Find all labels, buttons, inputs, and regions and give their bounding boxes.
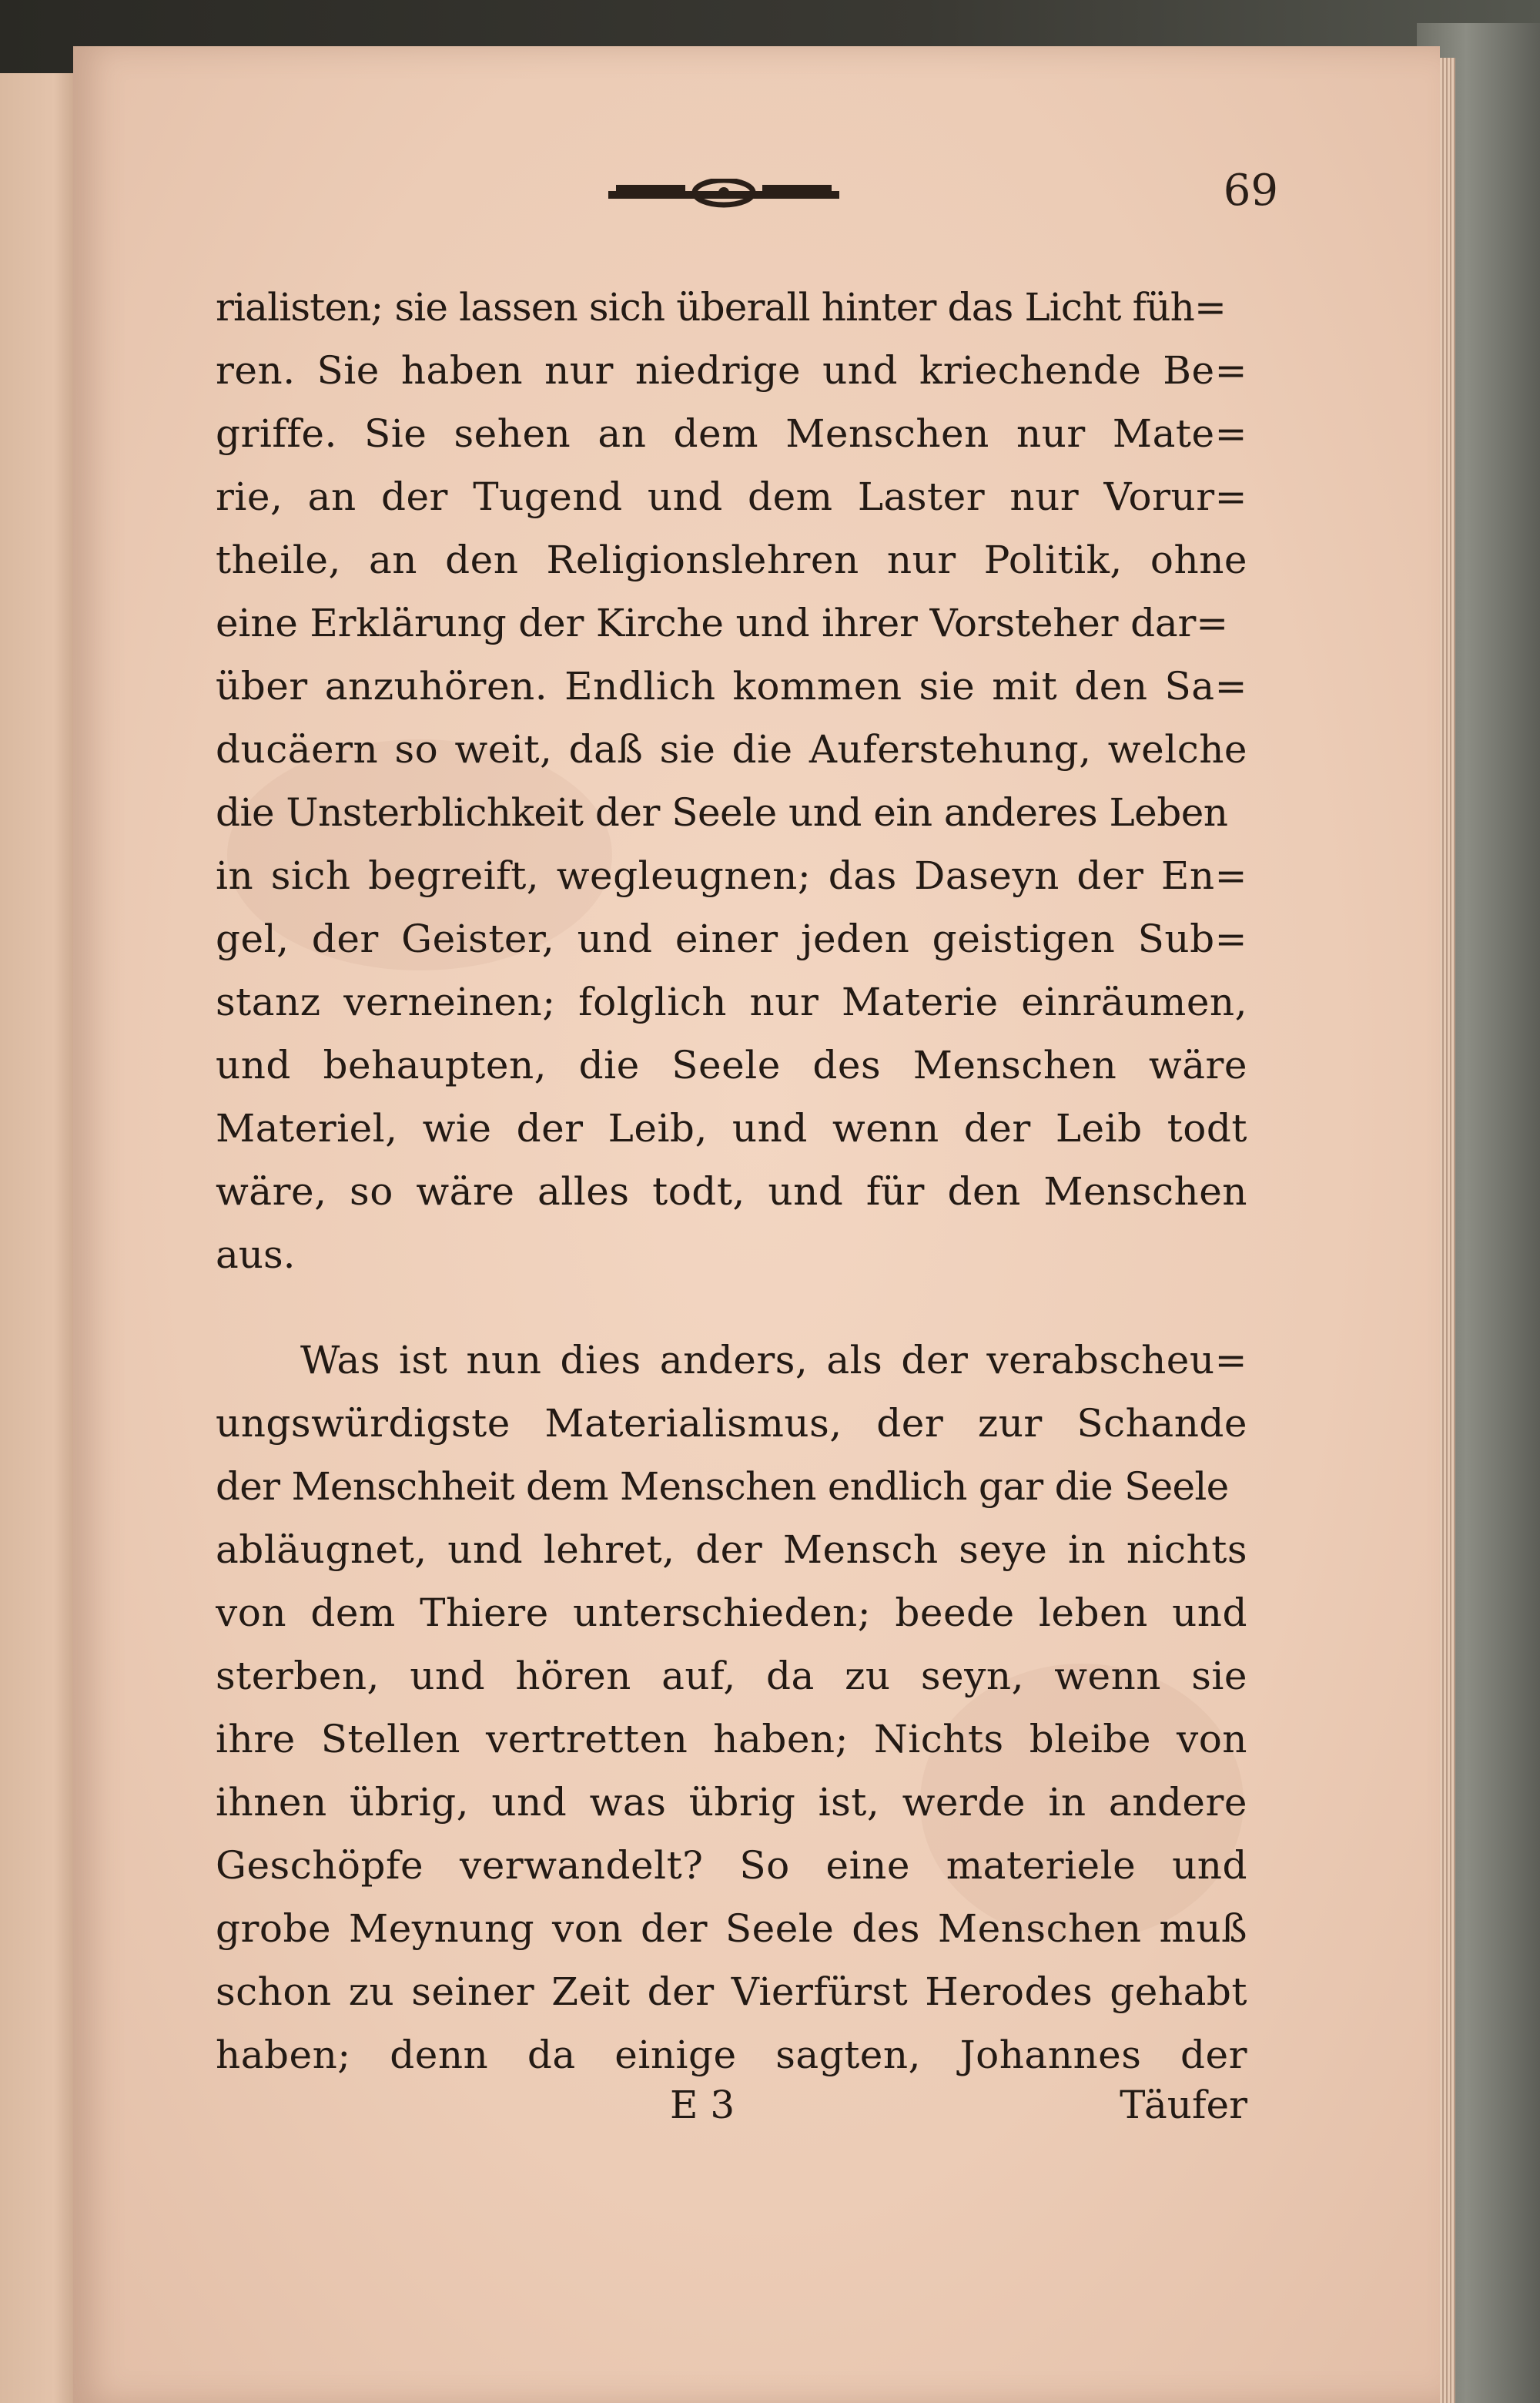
signature-mark: E 3 [670,2083,735,2127]
text-line: eine Erklärung der Kirche und ihrer Vorsteher dar= [216,601,1228,645]
text-line: und behaupten, die Seele des Menschen wäre [216,1043,1247,1088]
text-line: griffe. Sie sehen an dem Menschen nur Mate= [216,411,1247,456]
text-line: ungswürdigste Materialismus, der zur Schande [216,1401,1247,1446]
text-line: die Unsterblichkeit der Seele und ein anderes Leben [216,790,1228,835]
text-line: der Menschheit dem Menschen endlich gar die Seele [216,1464,1229,1509]
text-line: ihre Stellen vertretten haben; Nichts bleibe von [216,1717,1247,1761]
text-line: grobe Meynung von der Seele des Menschen muß [216,1906,1247,1951]
text-line: Was ist nun dies anders, als der verabscheu= [300,1338,1247,1382]
text-line: Materiel, wie der Leib, und wenn der Leib todt [216,1106,1247,1151]
paragraph-1 [216,276,1247,1286]
head-ornament-icon [608,179,839,209]
catchword: Täufer [1120,2083,1247,2127]
text-line: theile, an den Religionslehren nur Politik, ohne [216,538,1247,582]
facing-page-edge [0,73,77,2403]
text-line: stanz verneinen; folglich nur Materie einräumen, [216,980,1247,1024]
text-line: aus. [216,1232,296,1277]
text-line: sterben, und hören auf, da zu seyn, wenn sie [216,1654,1247,1698]
page-number: 69 [1223,166,1278,216]
text-line: über anzuhören. Endlich kommen sie mit den Sa= [216,664,1247,709]
text-line: rie, an der Tugend und dem Laster nur Vorur= [216,474,1247,519]
text-line: Geschöpfe verwandelt? So eine materiele und [216,1843,1247,1888]
text-line: abläugnet, und lehret, der Mensch seye in nichts [216,1527,1247,1572]
text-line: gel, der Geister, und einer jeden geistigen Sub= [216,917,1247,961]
paragraph-2 [216,1329,1247,2086]
text-line: von dem Thiere unterschieden; beede leben und [216,1590,1247,1635]
page-footer [216,2073,1247,2137]
text-line: haben; denn da einige sagten, Johannes der [216,2033,1247,2077]
text-line: ducäern so weit, daß sie die Auferstehung, welche [216,727,1247,772]
text-line: schon zu seiner Zeit der Vierfürst Herodes gehabt [216,1969,1247,2014]
text-line: ihnen übrig, und was übrig ist, werde in andere [216,1780,1247,1825]
text-line: in sich begreift, wegleugnen; das Daseyn der En= [216,853,1247,898]
text-line: wäre, so wäre alles todt, und für den Menschen [216,1169,1247,1214]
text-line: ren. Sie haben nur niedrige und kriechende Be= [216,348,1247,393]
text-line: rialisten; sie lassen sich überall hinter das Licht füh= [216,285,1226,330]
